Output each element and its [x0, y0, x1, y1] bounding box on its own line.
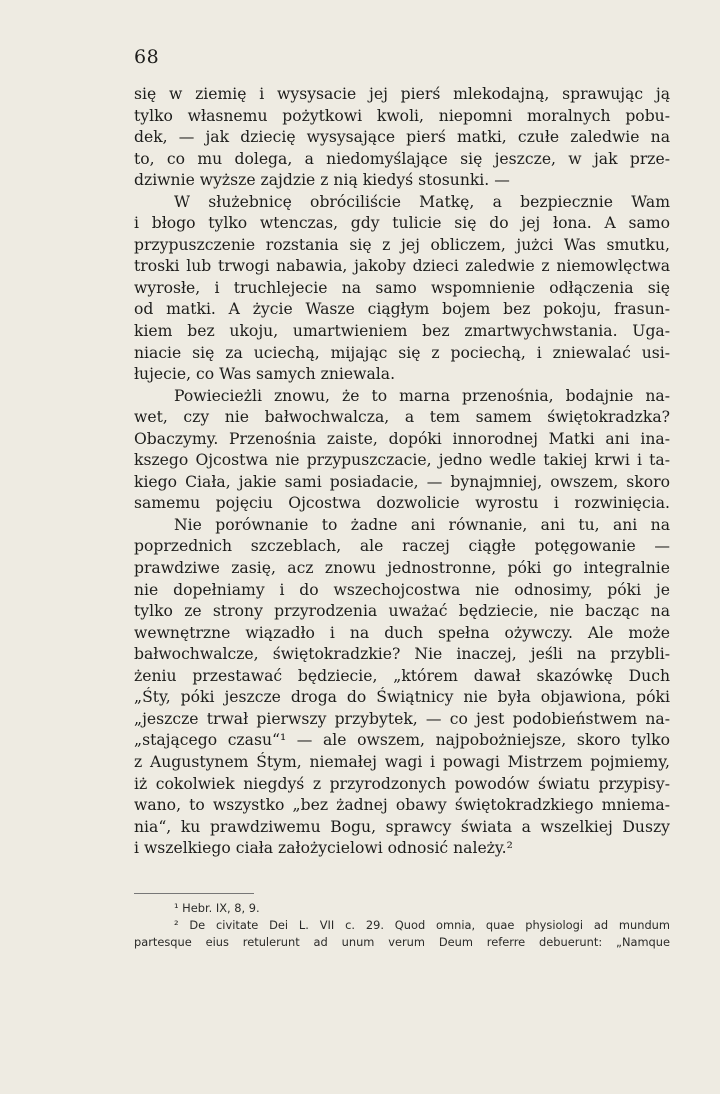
text-line: W służebnicę obróciliście Matkę, a bezpiecznie Wam — [174, 192, 670, 211]
text-line: Obaczymy. Przenośnia zaiste, dopóki innorodnej Matki ani ina- — [134, 429, 670, 448]
text-line: niacie się za uciechą, mijając się z pociechą, i zniewalać usi- — [134, 343, 670, 362]
text-line: dziwnie wyższe zajdzie z nią kiedyś stosunki. — — [134, 171, 510, 190]
text-line: wewnętrzne wiązadło i na duch spełna ożywczy. Ale może — [134, 623, 670, 642]
footnote-line: partesque eius retulerunt ad unum verum Deum referre debuerunt: „Namque — [134, 935, 670, 949]
text-line: nia“, ku prawdziwemu Bogu, sprawcy świata a wszelkiej Duszy — [134, 817, 670, 836]
text-line: samemu pojęciu Ojcostwa dozwolicie wyrostu i rozwinięcia. — [134, 494, 670, 513]
text-line: „Śty, póki jeszcze droga do Świątnicy nie była objawiona, póki — [134, 688, 670, 707]
footnote-line: ¹ Hebr. IX, 8, 9. — [174, 901, 260, 915]
text-line: przypuszczenie rozstania się z jej obliczem, jużci Was smutku, — [134, 235, 670, 254]
text-line: wano, to wszystko „bez żadnej obawy świętokradzkiego mniema- — [134, 796, 670, 815]
text-line: „jeszcze trwał pierwszy przybytek, — co jest podobieństwem na- — [134, 709, 670, 728]
text-line: nie dopełniamy i do wszechojcostwa nie odnosimy, póki je — [134, 580, 670, 599]
text-line: bałwochwalcze, świętokradzkie? Nie inaczej, jeśli na przybli- — [134, 645, 670, 664]
footnote-divider — [134, 893, 254, 894]
text-line: poprzednich szczeblach, ale raczej ciągłe potęgowanie — — [134, 537, 670, 556]
text-line: wyrosłe, i truchlejecie na samo wspomnienie odłączenia się — [134, 278, 670, 297]
body-text — [134, 84, 670, 860]
text-line: i wszelkiego ciała założycielowi odnosić należy.² — [134, 839, 513, 858]
text-line: wet, czy nie bałwochwalcza, a tem samem świętokradzka? — [134, 408, 670, 427]
text-line: z Augustynem Śtym, niemałej wagi i powagi Mistrzem pojmiemy, — [134, 752, 670, 771]
text-line: Nie porównanie to żadne ani równanie, ani tu, ani na — [174, 515, 670, 534]
text-line: Powiecieżli znowu, że to marna przenośnia, bodajnie na- — [174, 386, 670, 405]
text-line: kiem bez ukoju, umartwieniem bez zmartwychwstania. Uga- — [134, 322, 670, 341]
text-line: i błogo tylko wtenczas, gdy tulicie się do jej łona. A samo — [134, 214, 670, 233]
text-line: kiego Ciała, jakie sami posiadacie, — bynajmniej, owszem, skoro — [134, 472, 670, 491]
text-line: prawdziwe zasię, acz znowu jednostronne, póki go integralnie — [134, 559, 670, 578]
page-number: 68 — [134, 46, 160, 68]
text-line: dek, — jak dziecię wysysające pierś matki, czułe zaledwie na — [134, 128, 670, 147]
text-line: od matki. A życie Wasze ciągłym bojem bez pokoju, frasun- — [134, 300, 670, 319]
footnotes — [134, 900, 670, 951]
text-line: kszego Ojcostwa nie przypuszczacie, jedno wedle takiej krwi i ta- — [134, 451, 670, 470]
text-line: troski lub trwogi nabawia, jakoby dzieci zaledwie z niemowlęctwa — [134, 257, 670, 276]
text-line: to, co mu dolega, a niedomyślające się jeszcze, w jak prze- — [134, 149, 670, 168]
text-line: się w ziemię i wysysacie jej pierś mlekodajną, sprawując ją — [134, 85, 670, 103]
text-line: iż cokolwiek niegdyś z przyrodzonych powodów światu przypisy- — [134, 774, 670, 793]
text-line: tylko własnemu pożytkowi kwoli, niepomni moralnych pobu- — [134, 106, 670, 125]
text-line: „stającego czasu“¹ — ale owszem, najpobożniejsze, skoro tylko — [134, 731, 670, 750]
text-line: żeniu przestawać będziecie, „którem dawał skazówkę Duch — [134, 666, 670, 685]
footnote-line: ² De civitate Dei L. VII c. 29. Quod omnia, quae physiologi ad mundum — [174, 918, 670, 932]
text-line: tylko ze strony przyrodzenia uważać będziecie, nie bacząc na — [134, 602, 670, 621]
text-line: łujecie, co Was samych zniewala. — [134, 365, 396, 384]
